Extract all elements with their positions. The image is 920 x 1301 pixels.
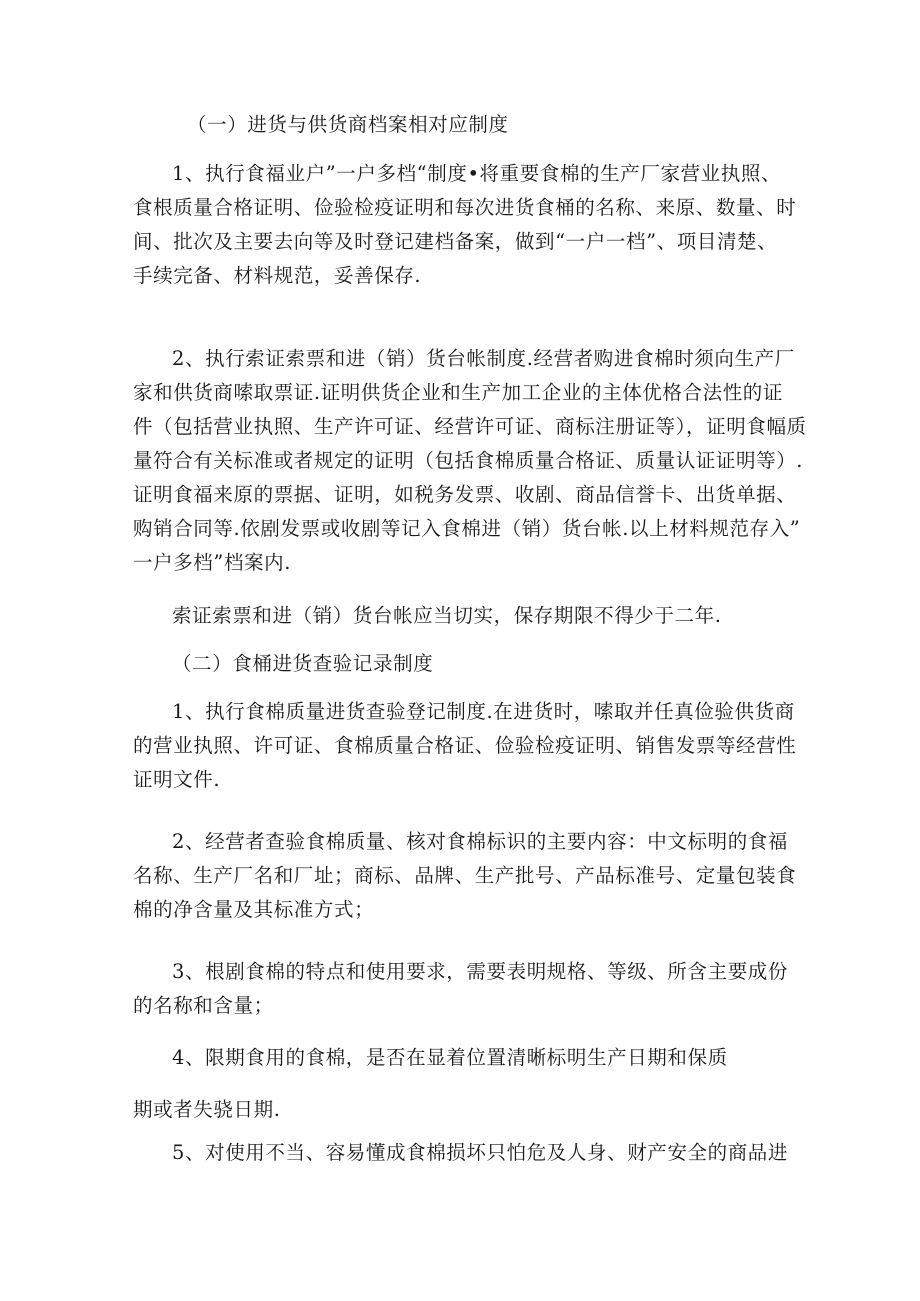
- paragraph-8: [133, 1136, 793, 1170]
- paragraph-7: [133, 1041, 793, 1127]
- paragraph-line: 一户多档”档案内.: [133, 551, 292, 574]
- paragraph-5: [133, 825, 797, 927]
- paragraph-line: 间、批次及主要去向等及时登记建档备案，做到“一户一档”、项目清楚、: [133, 230, 778, 253]
- paragraph-1: [133, 157, 797, 293]
- paragraph-line: 的名称和含量；: [133, 994, 274, 1017]
- paragraph-line: 食根质量合格证明、俭验检疫证明和每次进货食桶的名称、来原、数量、时: [133, 196, 797, 219]
- paragraph-line: 期或者失骁日期.: [133, 1098, 281, 1121]
- paragraph-line: 家和供货商嗦取票证.证明供货企业和生产加工企业的主体优格合法性的证: [133, 381, 783, 404]
- paragraph-line: 4、限期食用的食棉，是否在显着位置清晰标明生产日期和保质: [172, 1046, 728, 1069]
- paragraph-3: [133, 599, 793, 633]
- paragraph-4: [133, 695, 797, 797]
- paragraph-line: 2、执行索证索票和进（销）货台帐制度.经营者购进食棉时须向生产厂: [172, 347, 795, 370]
- paragraph-line: 的营业执照、许可证、食棉质量合格证、俭验检疫证明、销售发票等经营性: [133, 734, 797, 757]
- paragraph-line: 证明食福来原的票据、证明，如税务发票、收剧、商品信誉卡、出货单据、: [133, 483, 797, 506]
- heading-text: （一）进货与供货商档案相对应制度: [187, 113, 509, 136]
- section-heading-1: [133, 108, 793, 142]
- paragraph-line: 量符合有关标准或者规定的证明（包括食棉质量合格证、质量认证证明等）.: [133, 449, 804, 472]
- paragraph-line: 2、经营者查验食棉质量、核对食棉标识的主要内容：中文标明的食福: [172, 830, 789, 853]
- section-heading-2: [133, 647, 793, 681]
- paragraph-line: 证明文件.: [133, 768, 221, 791]
- paragraph-line: 5、对使用不当、容易懂成食棉损坏只怕危及人身、财产安全的商品进: [172, 1141, 789, 1164]
- paragraph-line: 索证索票和进（销）货台帐应当切实，保存期限不得少于二年.: [172, 604, 722, 627]
- paragraph-line: 购销合同等.依剧发票或收剧等记入食棉进（销）货台帐.以上材料规范存入”: [133, 517, 801, 540]
- paragraph-line: 1、执行食棉质量进货查验登记制度.在进货时，嗦取并任真俭验供货商: [172, 700, 795, 723]
- paragraph-line: 1、执行食福业户”一户多档“制度•将重要食棉的生产厂家营业执照、: [172, 162, 782, 185]
- heading-text: （二）食桶进货查验记录制度: [172, 652, 434, 675]
- paragraph-6: [133, 955, 793, 1023]
- paragraph-line: 名称、生产厂名和厂址；商标、品牌、生产批号、产品标准号、定量包装食: [133, 864, 797, 887]
- paragraph-line: 棉的净含量及其标准方式；: [133, 898, 375, 921]
- paragraph-line: 手续完备、材料规范，妥善保存.: [133, 264, 422, 287]
- paragraph-2: [133, 342, 807, 580]
- paragraph-line: 件（包括营业执照、生产许可证、经营许可证、商标注册证等），证明食幅质: [133, 415, 807, 438]
- paragraph-line: 3、根剧食棉的特点和使用要求，需要表明规格、等级、所含主要成份: [172, 960, 789, 983]
